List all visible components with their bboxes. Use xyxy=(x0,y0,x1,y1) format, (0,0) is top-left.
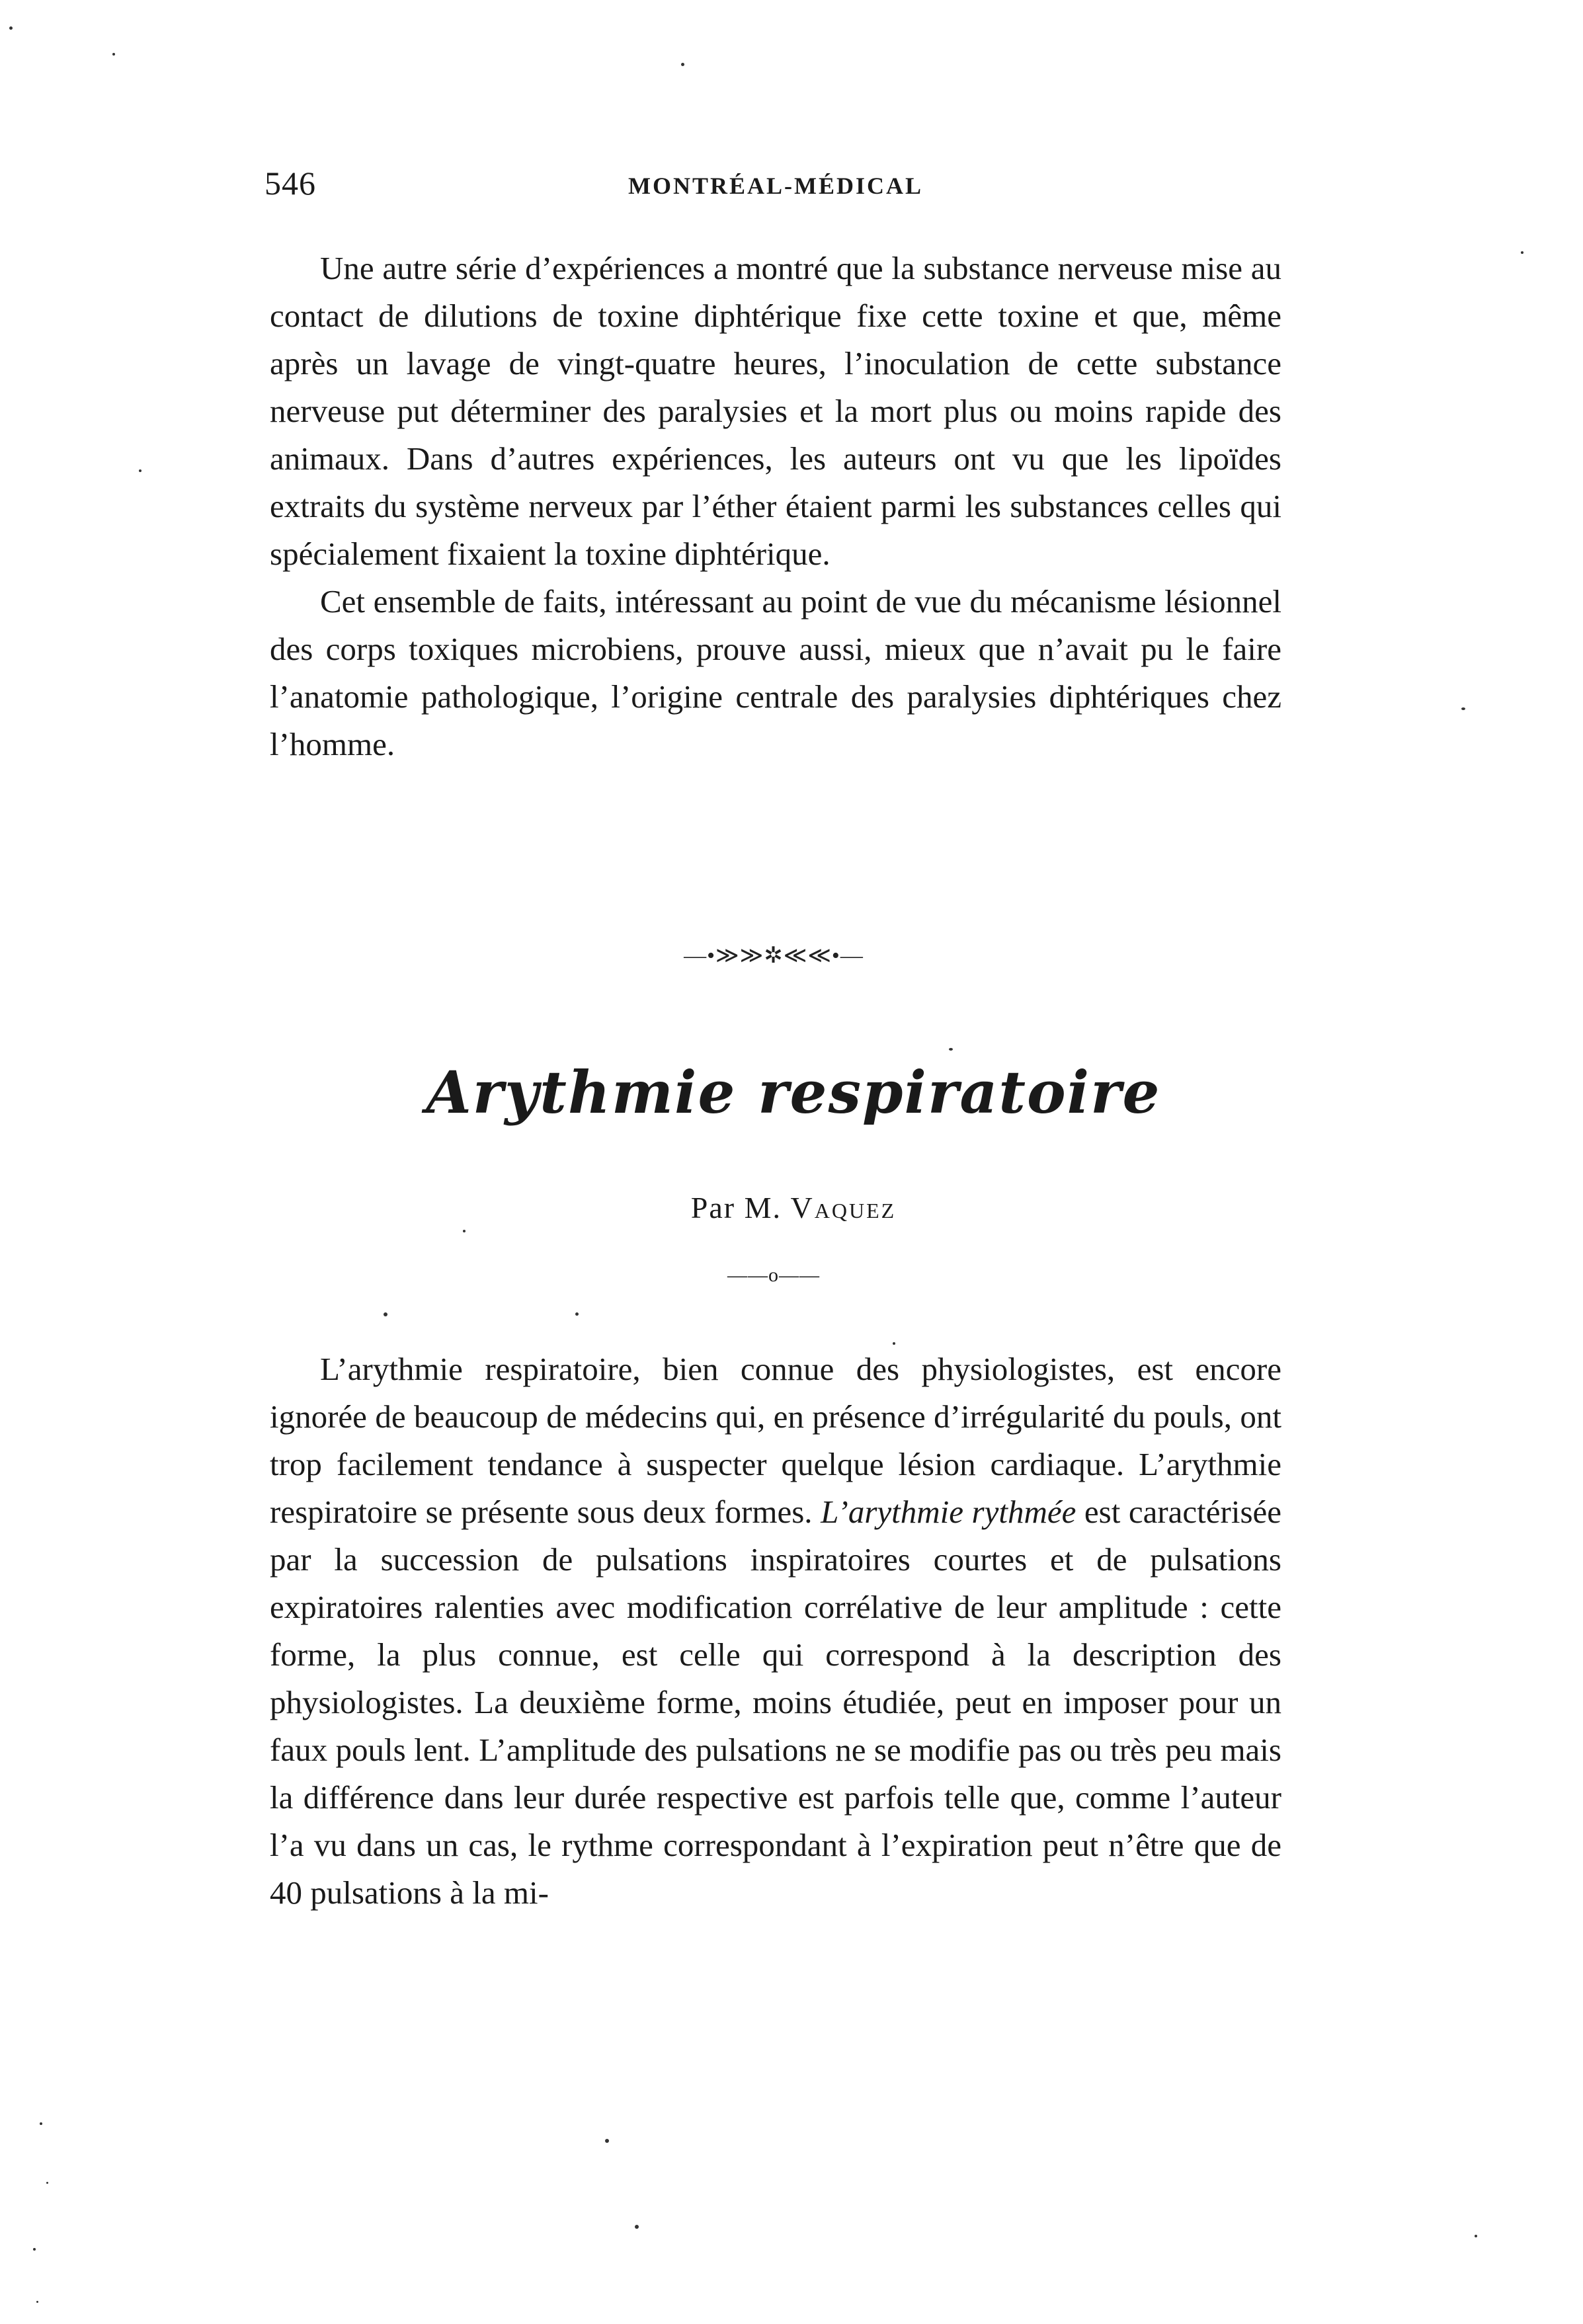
scan-speck xyxy=(893,1342,895,1345)
scan-speck xyxy=(40,2122,42,2125)
previous-article-text xyxy=(270,245,1281,768)
page-number: 546 xyxy=(264,165,316,202)
scan-speck xyxy=(681,63,684,66)
running-header xyxy=(264,164,1289,217)
scan-speck xyxy=(112,53,115,56)
paragraph xyxy=(270,1345,1281,1917)
scan-speck xyxy=(46,2182,48,2184)
paragraph: Une autre série d’expériences a montré que la substance nerveuse mise au contact de dilutions de toxine diphtérique fixe cette toxine et que, même après un lavage de vingt-quatre heures, l’inoculation de cette substance nerveuse put déterminer des paralysies et la mort plus ou moins rapide des animaux. Dans d’autres expériences, les auteurs ont vu que les lipoïdes extraits du système nerveux par l’éther étaient parmi les substances celles qui spécialement fixaient la toxine diphtérique. xyxy=(270,250,1281,572)
paragraph-text: L’arythmie respiratoire, bien connue des physiologistes, est encore ignorée de beaucoup de médecins qui, en présence d’irrégularité du pouls, ont trop facilement tendance à suspecter quelque lésion cardiaque. L’arythmie respiratoire se présente sous deux formes. xyxy=(270,1351,1281,1530)
scan-speck xyxy=(33,2248,36,2251)
emphasized-term: L’arythmie rythmée xyxy=(821,1494,1076,1530)
byline xyxy=(397,1190,1190,1225)
scan-speck xyxy=(605,2139,609,2143)
scan-speck xyxy=(1521,251,1523,254)
byline-author: Vaquez xyxy=(790,1191,897,1224)
scan-speck xyxy=(1475,2235,1477,2237)
paragraph: Cet ensemble de faits, intéressant au point de vue du mécanisme lésionnel des corps toxiques microbiens, prouve aussi, mieux que n’avait pu le faire l’anatomie pathologique, l’origine centrale des paralysies diphtériques chez l’homme. xyxy=(270,583,1281,762)
paragraph-text: est caractérisée par la succession de pulsations inspiratoires courtes et de pulsations expiratoires ralenties avec modification corrélative de leur amplitude : cette forme, la plus connue, est celle qui correspond à la description des physiologistes. La deuxième forme, moins étudiée, peut en imposer pour un faux pouls lent. L’amplitude des pulsations ne se modifie pas ou très peu mais la différence dans leur durée respective est parfois telle que, comme l’auteur l’a vu dans un cas, le rythme correspondant à l’expiration peut n’être que de 40 pulsations à la mi- xyxy=(270,1494,1282,1911)
section-ornament: —•≫≫✲≪≪•— xyxy=(684,943,864,968)
scan-speck xyxy=(949,1048,953,1051)
scan-speck xyxy=(575,1312,579,1316)
scan-speck xyxy=(635,2225,639,2229)
article-body xyxy=(270,1345,1281,1917)
scan-speck xyxy=(384,1312,387,1316)
scan-speck xyxy=(463,1230,466,1232)
title-divider: ——o—— xyxy=(727,1264,820,1286)
byline-prefix: Par M. xyxy=(690,1191,782,1224)
journal-title: MONTRÉAL-MÉDICAL xyxy=(628,173,924,199)
article-title: Arythmie respiratoire xyxy=(426,1058,1161,1127)
scan-speck xyxy=(1461,707,1465,710)
scan-speck xyxy=(139,469,142,472)
scan-speck xyxy=(9,26,13,30)
scan-speck xyxy=(36,2301,38,2303)
